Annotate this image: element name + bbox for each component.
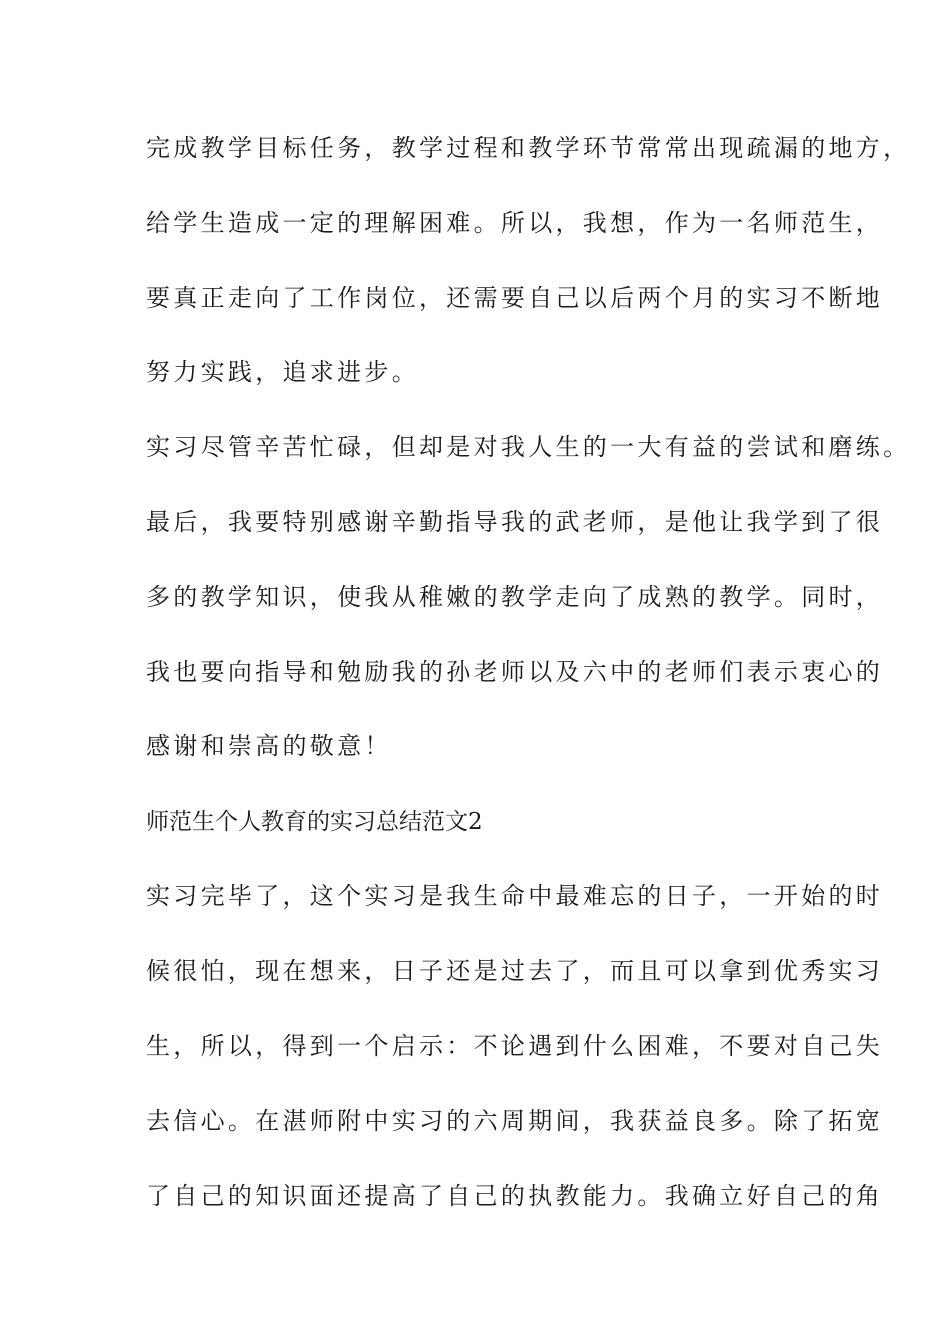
text-line: 生，所以，得到一个启示：不论遇到什么困难，不要对自己失	[146, 1032, 884, 1060]
text-line: 给学生造成一定的理解困难。所以，我想，作为一名师范生，	[146, 209, 884, 237]
text-line: 要真正走向了工作岗位，还需要自己以后两个月的实习不断地	[146, 284, 884, 312]
text-line: 感谢和崇高的敬意！	[146, 732, 392, 760]
text-line: 候很怕，现在想来，日子还是过去了，而且可以拿到优秀实习	[146, 957, 884, 985]
text-line: 努力实践，追求进步。	[146, 358, 419, 386]
text-line: 完成教学目标任务，教学过程和教学环节常常出现疏漏的地方，	[146, 134, 911, 162]
text-line: 实习完毕了，这个实习是我生命中最难忘的日子，一开始的时	[146, 882, 884, 910]
text-line: 去信心。在湛师附中实习的六周期间，我获益良多。除了拓宽	[146, 1107, 884, 1135]
text-line: 我也要向指导和勉励我的孙老师以及六中的老师们表示衷心的	[146, 658, 884, 686]
text-line: 最后，我要特别感谢辛勤指导我的武老师，是他让我学到了很	[146, 508, 884, 536]
section-title: 师范生个人教育的实习总结范文2	[146, 809, 483, 835]
text-line: 多的教学知识，使我从稚嫩的教学走向了成熟的教学。同时，	[146, 583, 884, 611]
text-line: 了自己的知识面还提高了自己的执教能力。我确立好自己的角	[146, 1182, 884, 1210]
text-line: 实习尽管辛苦忙碌，但却是对我人生的一大有益的尝试和磨练。	[146, 433, 911, 461]
